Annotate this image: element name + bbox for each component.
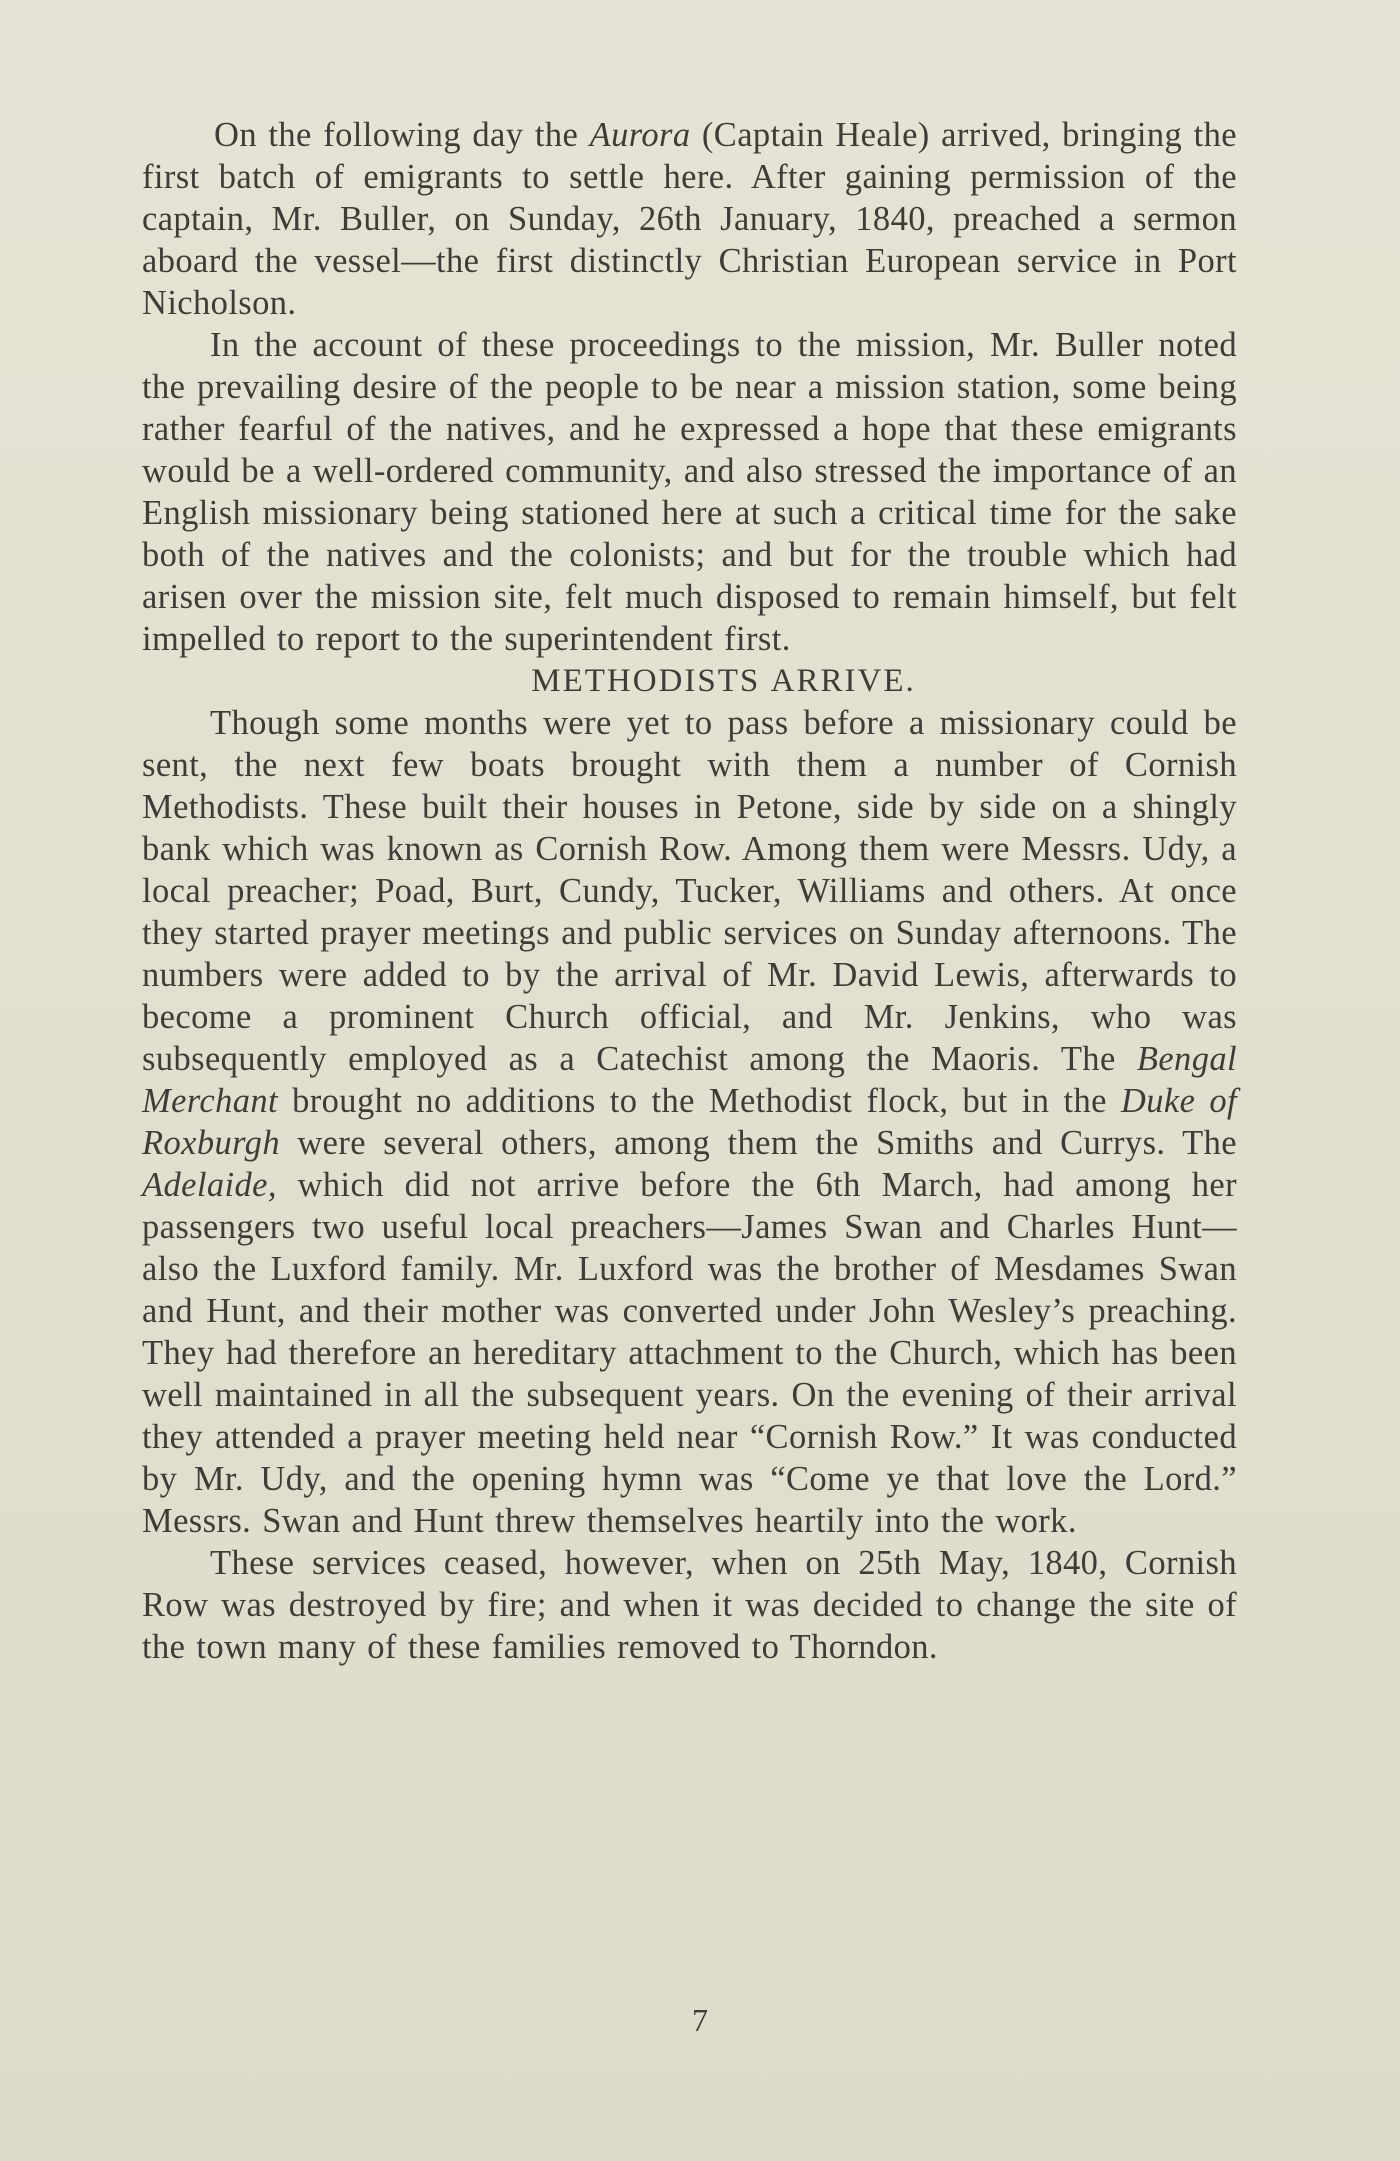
ship-name-duke-of-roxburgh: Duke of Roxburgh <box>142 1082 1237 1162</box>
paragraph-mission-account: In the account of these proceedings to the mission, Mr. Buller noted the prevailing desire of the people to be near a mission station, some being rather fearful of the natives, and he expressed a hope that these emigrants would be a well-ordered community, and also stressed the importance of an English missionary being stationed here at such a critical time for the sake both of the natives and the colonists; and but for the trouble which had arisen over the mission site, felt much disposed to remain himself, but felt impelled to report to the superintendent first. <box>142 326 1237 658</box>
text-run: were several others, among them the Smiths and Currys. The <box>279 1124 1237 1162</box>
body-text <box>142 114 1237 1668</box>
text-run: On the following day the <box>214 116 590 154</box>
section-heading: METHODISTS ARRIVE. <box>531 663 916 699</box>
text-run: (Captain Heale) arrived, bringing the first batch of emigrants to settle here. After gaining permission of the captain, Mr. Buller, on Sunday, 26th January, 1840, preached a sermon aboard the vessel—the first distinctly Christian European service in Port Nicholson. <box>142 116 1237 322</box>
ship-name-aurora: Aurora <box>589 116 691 154</box>
paragraph-methodists <box>142 702 1237 1542</box>
ship-name-adelaide: Adelaide, <box>142 1166 277 1204</box>
ship-name-bengal-merchant: Bengal Merchant <box>142 1040 1237 1120</box>
paragraph-aurora-arrival <box>142 114 1237 324</box>
text-run: brought no additions to the Methodist flock, but in the <box>278 1082 1121 1120</box>
text-run: which did not arrive before the 6th March, had among her passengers two useful local preachers—James Swan and Charles Hunt—also the Luxford family. Mr. Luxford was the brother of Mesdames Swan and Hunt, and their mother was converted under John Wesley’s preaching. They had therefore an hereditary attachment to the Church, which has been well maintained in all the subsequent years. On the evening of their arrival they attended a prayer meeting held near “Cornish Row.” It was conducted by Mr. Udy, and the opening hymn was “Come ye that love the Lord.” Messrs. Swan and Hunt threw themselves heartily into the work. <box>142 1166 1237 1540</box>
paragraph-services-ceased: These services ceased, however, when on 25th May, 1840, Cornish Row was destroyed by fire; and when it was decided to change the site of the town many of these families removed to Thorndon. <box>142 1544 1237 1666</box>
page-number: 7 <box>692 2002 708 2038</box>
text-run: Though some months were yet to pass before a missionary could be sent, the next few boats brought with them a number of Cornish Methodists. These built their houses in Petone, side by side on a shingly bank which was known as Cornish Row. Among them were Messrs. Udy, a local preacher; Poad, Burt, Cundy, Tucker, Williams and others. At once they started prayer meetings and public services on Sunday afternoons. The numbers were added to by the arrival of Mr. David Lewis, afterwards to become a prominent Church official, and Mr. Jenkins, who was subsequently employed as a Catechist among the Maoris. The <box>142 704 1237 1078</box>
